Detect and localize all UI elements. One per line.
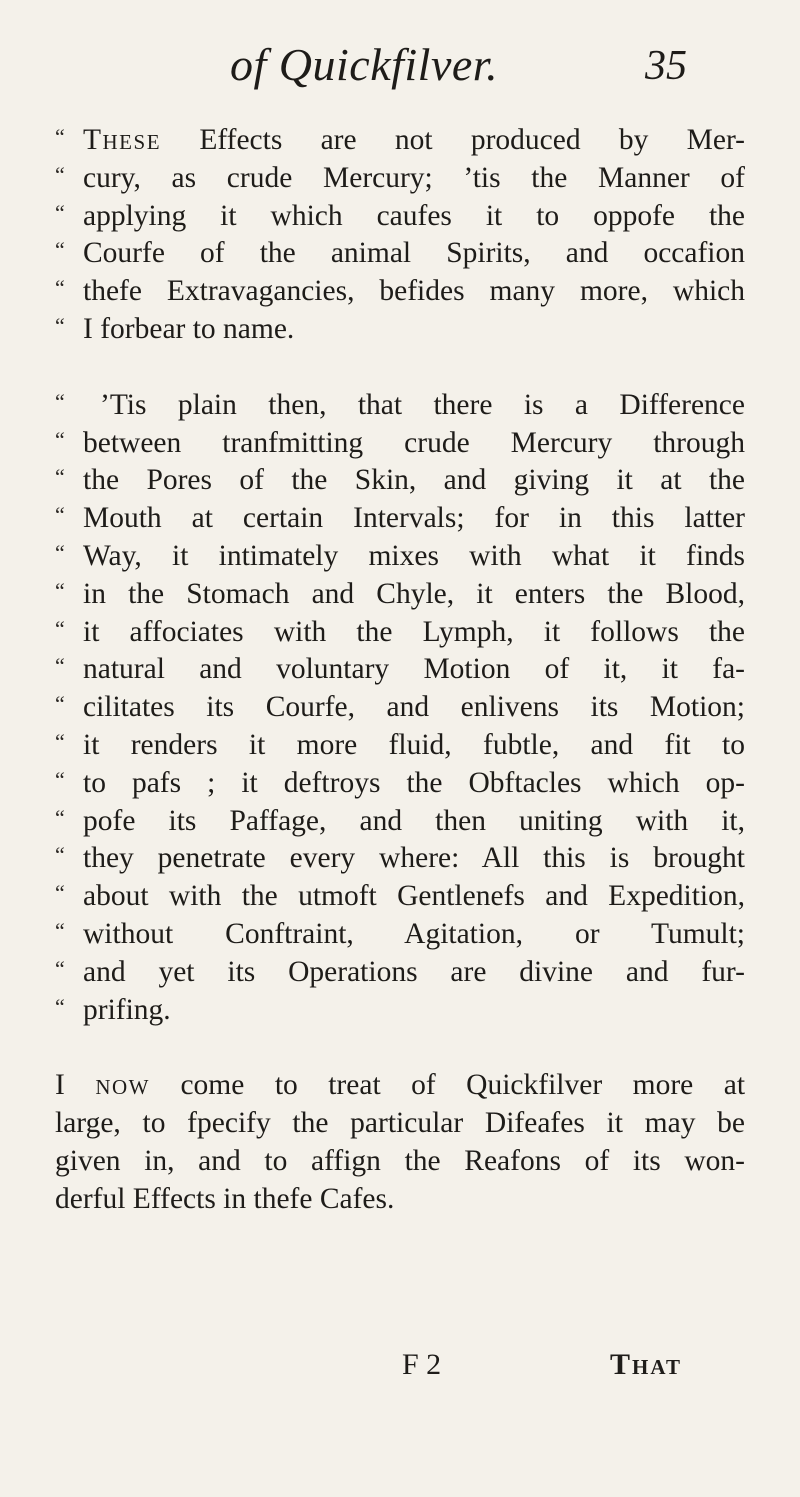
running-title: of Quickfilver. xyxy=(230,39,499,90)
paragraph-3 xyxy=(55,1067,745,1218)
first-word: now xyxy=(95,1069,150,1102)
text-line: “ about with the utmoft Gentlenefs and Expedition, xyxy=(55,878,745,916)
text-line: “ it affociates with the Lymph, it follows the xyxy=(55,614,745,652)
quote-mark: “ xyxy=(55,691,65,717)
quote-mark: “ xyxy=(55,199,65,225)
page-number: 35 xyxy=(645,43,687,89)
quote-mark: “ xyxy=(55,880,65,906)
text-line: “ they penetrate every where: All this is brought xyxy=(55,840,745,878)
quote-mark: “ xyxy=(55,615,65,641)
quote-mark: “ xyxy=(55,426,65,452)
text-line: given in, and to affign the Reafons of its won- xyxy=(55,1144,745,1177)
quote-mark: “ xyxy=(55,993,65,1019)
quote-mark: “ xyxy=(55,237,65,263)
signature-mark: F 2 xyxy=(402,1348,442,1381)
text-line: “ natural and voluntary Motion of it, it fa- xyxy=(55,651,745,689)
text-line: “ These Effects are not produced by Mer- xyxy=(55,122,745,160)
text-line: “ between tranfmitting crude Mercury through xyxy=(55,425,745,463)
text-line: “ it renders it more fluid, fubtle, and fit to xyxy=(55,727,745,765)
text-line: “ to pafs ; it deftroys the Obftacles which op- xyxy=(55,765,745,803)
text-line: “ cilitates its Courfe, and enlivens its Motion; xyxy=(55,689,745,727)
catchword: That xyxy=(610,1348,682,1381)
quote-mark: “ xyxy=(55,312,65,338)
text-line: “ Mouth at certain Intervals; for in this latter xyxy=(55,500,745,538)
quote-mark: “ xyxy=(55,388,65,414)
text-line: “ without Conftraint, Agitation, or Tumult; xyxy=(55,916,745,954)
page-footer xyxy=(0,1348,800,1398)
text-line: “ and yet its Operations are divine and fur- xyxy=(55,954,745,992)
text-line: “ applying it which caufes it to oppofe the xyxy=(55,198,745,236)
text-line: “ the Pores of the Skin, and giving it at the xyxy=(55,462,745,500)
paragraph-2 xyxy=(55,387,745,1030)
text-line: I now come to treat of Quickfilver more at xyxy=(55,1069,746,1102)
quote-mark: “ xyxy=(55,275,65,301)
quote-mark: “ xyxy=(55,728,65,754)
quote-mark: “ xyxy=(55,766,65,792)
text-line: “ thefe Extravagancies, befides many more, which xyxy=(55,273,745,311)
quote-mark: “ xyxy=(55,653,65,679)
paragraph-1 xyxy=(55,122,745,349)
text-line: “ in the Stomach and Chyle, it enters the Blood, xyxy=(55,576,745,614)
text-line: “ cury, as crude Mercury; ’tis the Manner of xyxy=(55,160,745,198)
text-line: “ pofe its Paffage, and then uniting with it, xyxy=(55,803,745,841)
first-word: These xyxy=(83,124,162,156)
quote-mark: “ xyxy=(55,124,65,149)
text-line: “ ’Tis plain then, that there is a Difference xyxy=(55,387,745,425)
body-text xyxy=(55,122,745,1219)
quote-mark: “ xyxy=(55,804,65,830)
text-line: derful Effects in thefe Cafes. xyxy=(55,1182,395,1215)
quote-mark: “ xyxy=(55,577,65,603)
text-line: “ I forbear to name. xyxy=(55,311,745,349)
quote-mark: “ xyxy=(55,539,65,565)
quote-mark: “ xyxy=(55,917,65,943)
quote-mark: “ xyxy=(55,161,65,187)
page-header xyxy=(0,38,800,98)
quote-mark: “ xyxy=(55,842,65,868)
quote-mark: “ xyxy=(55,464,65,490)
text-line: large, to fpecify the particular Difeafes it may be xyxy=(55,1107,745,1140)
text-line: “ prifing. xyxy=(55,992,745,1030)
text-line: “ Way, it intimately mixes with what it finds xyxy=(55,538,745,576)
text-line: “ Courfe of the animal Spirits, and occafion xyxy=(55,235,745,273)
quote-mark: “ xyxy=(55,955,65,981)
quote-mark: “ xyxy=(55,502,65,528)
